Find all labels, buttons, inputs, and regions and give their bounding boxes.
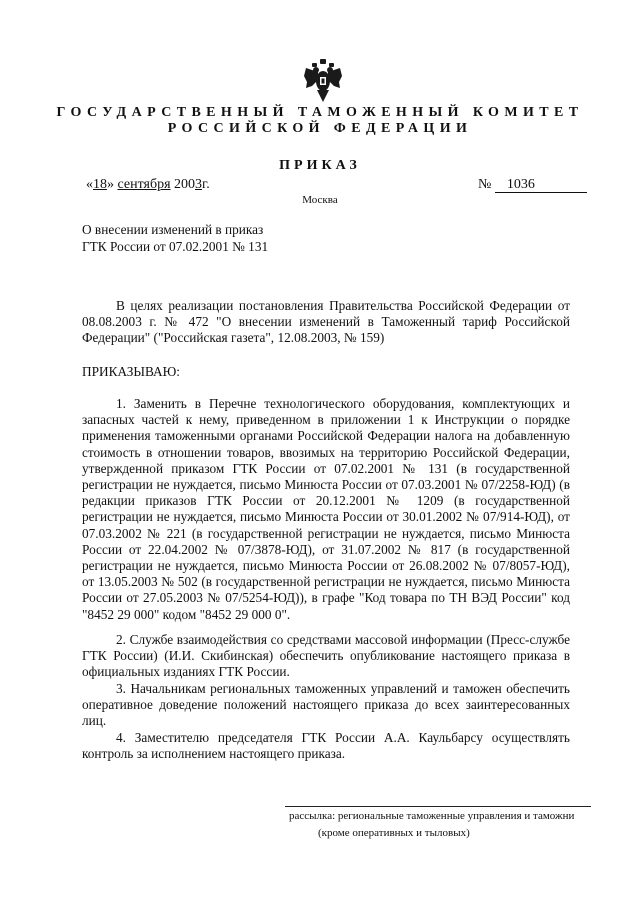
document-title: ПРИКАЗ bbox=[279, 158, 361, 173]
order-item-3: 3. Начальникам региональных таможенных управлений и таможен обеспечить оперативное доведение положений настоящего приказа до всех заинтересованных лиц. bbox=[82, 681, 570, 729]
preamble-paragraph: В целях реализации постановления Правительства Российской Федерации от 08.08.2003 г. № 472 "О внесении изменений в Таможенный тариф Российской Федерации" ("Российская газета", 12.08.2003, № 159) bbox=[82, 298, 570, 346]
order-item-1: 1. Заменить в Перечне технологического оборудования, комплектующих и запасных частей к нему, приведенном в приложении 1 к Инструкции о порядке применения таможенными органами Российской Федерации налога на добавленную стоимость в отношении товаров, ввозимых на территорию Российской Федерации, утвержденной приказом ГТК России от 07.02.2001 № 131 (в государственной регистрации не нуждается, письмо Минюста России от 07.03.2001 № 07/2258-ЮД) (в редакции приказов ГТК России от 20.12.2001 № 1209 (в государственной регистрации не нуждается, письмо Минюста России от 30.01.2002 № 07/914-ЮД), от 07.03.2002 № 221 (в государственной регистрации не нуждается, письмо Минюста России от 22.04.2002 № 07/3878-ЮД), от 31.07.2002 № 817 (в государственной регистрации не нуждается, письмо Минюста России от 26.08.2002 № 07/8057-ЮД), от 13.05.2003 № 502 (в государственной регистрации не нуждается, письмо Минюста России от 27.05.2003 № 07/5254-ЮД)), в графе "Код товара по ТН ВЭД России" код "8452 29 000" кодом "8452 29 000 0". bbox=[82, 396, 570, 622]
subject-line2: ГТК России от 07.02.2001 № 131 bbox=[82, 239, 269, 254]
date-day: 18 bbox=[93, 177, 107, 192]
document-subject bbox=[82, 221, 402, 255]
date-month: сентября bbox=[117, 177, 171, 192]
order-item-2: 2. Службе взаимодействия со средствами массовой информации (Пресс-службе ГТК России) (И.И. Скибинская) обеспечить опубликование настоящего приказа в официальных изданиях ГТК России. bbox=[82, 632, 570, 680]
order-word: ПРИКАЗЫВАЮ: bbox=[82, 364, 180, 379]
subject-line1: О внесении изменений в приказ bbox=[82, 222, 264, 237]
document-city: Москва bbox=[302, 194, 338, 206]
date-year-suffix: 3 bbox=[195, 177, 203, 192]
distribution-divider bbox=[285, 806, 591, 807]
number-value: 1036 bbox=[495, 178, 587, 193]
distribution-list: рассылка: региональные таможенные управления и таможни bbox=[289, 810, 575, 822]
distribution-note: (кроме оперативных и тыловых) bbox=[318, 827, 470, 839]
state-emblem-icon bbox=[303, 58, 343, 104]
date-open-quote: « bbox=[86, 177, 93, 192]
document-number bbox=[478, 177, 587, 193]
organization-name-line2: РОССИЙСКОЙ ФЕДЕРАЦИИ bbox=[167, 121, 473, 136]
order-item-4: 4. Заместителю председателя ГТК России А.А. Каульбарсу осуществлять контроль за исполнением настоящего приказа. bbox=[82, 730, 570, 762]
document-date bbox=[86, 177, 210, 193]
date-year-abbr: г. bbox=[202, 177, 210, 192]
date-close-quote: » bbox=[107, 177, 114, 192]
date-year-prefix: 200 bbox=[174, 177, 196, 192]
organization-name-line1: ГОСУДАРСТВЕННЫЙ ТАМОЖЕННЫЙ КОМИТЕТ bbox=[56, 105, 584, 120]
number-label: № bbox=[478, 177, 492, 192]
